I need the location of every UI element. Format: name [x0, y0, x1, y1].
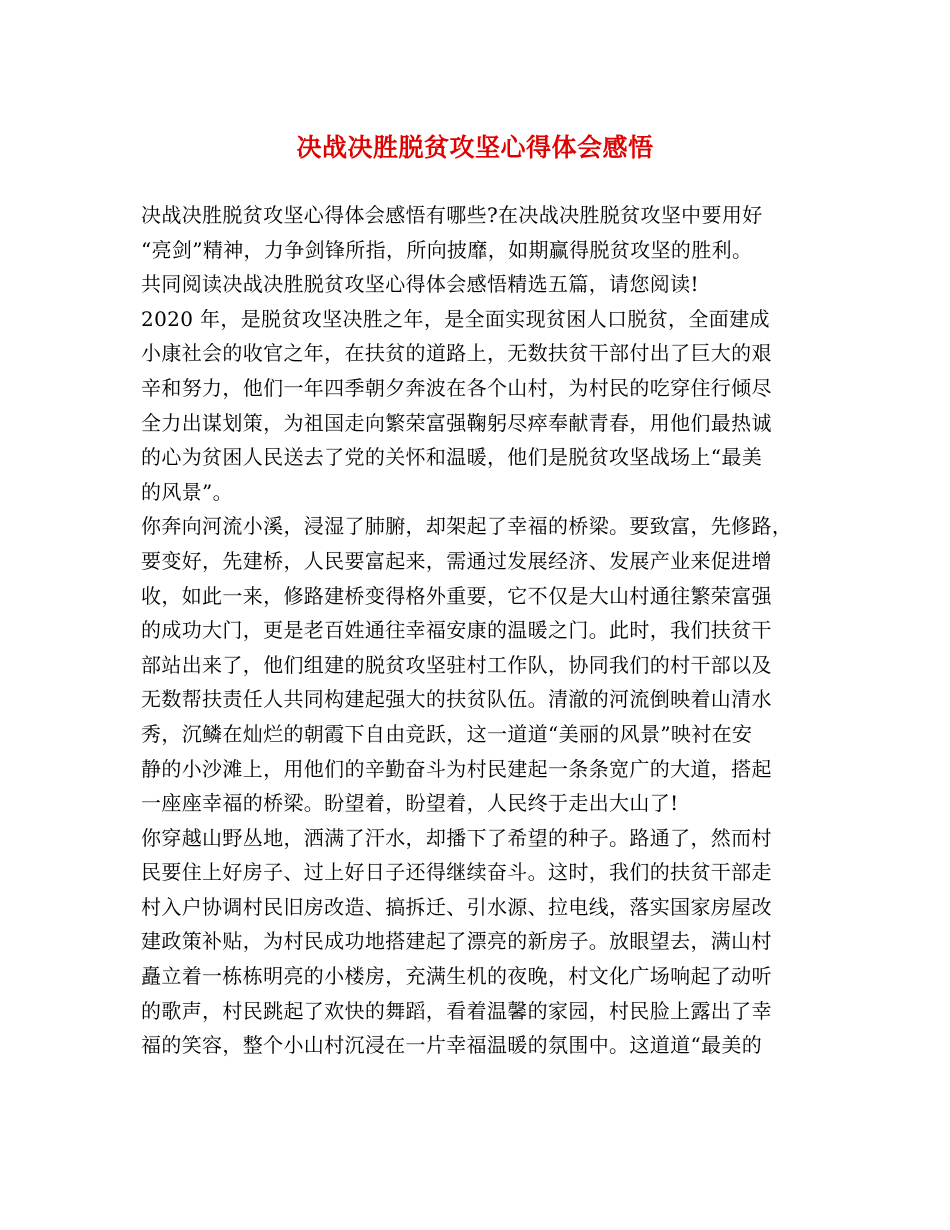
text-line: 福的笑容，整个小山村沉浸在一片幸福温暖的氛围中。这道道“最美的 [141, 1033, 763, 1058]
text-line: 要变好，先建桥，人民要富起来，需通过发展经济、发展产业来促进增 [141, 548, 772, 573]
document-body [141, 198, 831, 1063]
text-line: 部站出来了，他们组建的脱贫攻坚驻村工作队，协同我们的村干部以及 [141, 652, 772, 677]
text-line: 收，如此一来，修路建桥变得格外重要，它不仅是大山村通往繁荣富强 [141, 583, 772, 608]
text-line: 秀，沉鳞在灿烂的朝霞下自由竞跃，这一道道“美丽的风景”映衬在安 [141, 721, 753, 746]
text-line: 矗立着一栋栋明亮的小楼房，充满生机的夜晚，村文化广场响起了动听 [141, 964, 772, 989]
text-line: 一座座幸福的桥梁。盼望着，盼望着，人民终于走出大山了! [141, 791, 679, 816]
text-line: 村入户协调村民旧房改造、搞拆迁、引水源、拉电线，落实国家房屋改 [141, 894, 772, 919]
text-line: 你奔向河流小溪，浸湿了肺腑，却架起了幸福的桥梁。要致富，先修路， [141, 514, 793, 539]
text-line: 的风景”。 [141, 479, 233, 504]
text-line: 决战决胜脱贫攻坚心得体会感悟有哪些?在决战决胜脱贫攻坚中要用好 [141, 203, 763, 227]
text-line: 民要住上好房子、过上好日子还得继续奋斗。这时，我们的扶贫干部走 [141, 860, 772, 885]
text-line: 全力出谋划策，为祖国走向繁荣富强鞠躬尽瘁奉献青春，用他们最热诚 [141, 410, 772, 435]
document-title: 决战决胜脱贫攻坚心得体会感悟 [296, 133, 654, 162]
text-line: 2020 年，是脱贫攻坚决胜之年，是全面实现贫困人口脱贫，全面建成 [141, 306, 770, 331]
text-line: 的成功大门，更是老百姓通往幸福安康的温暖之门。此时，我们扶贫干 [141, 618, 772, 643]
text-line: 建政策补贴，为村民成功地搭建起了漂亮的新房子。放眼望去，满山村 [141, 929, 772, 954]
text-line: 你穿越山野丛地，洒满了汗水，却播下了希望的种子。路通了，然而村 [141, 825, 772, 850]
text-line: 的歌声，村民跳起了欢快的舞蹈，看着温馨的家园，村民脸上露出了幸 [141, 998, 772, 1023]
text-line: 小康社会的收官之年，在扶贫的道路上，无数扶贫干部付出了巨大的艰 [141, 341, 772, 366]
text-line: 共同阅读决战决胜脱贫攻坚心得体会感悟精选五篇，请您阅读! [141, 272, 699, 297]
text-line: 静的小沙滩上，用他们的辛勤奋斗为村民建起一条条宽广的大道，搭起 [141, 756, 772, 781]
text-line: “亮剑”精神，力争剑锋所指，所向披靡，如期赢得脱贫攻坚的胜利。 [141, 237, 753, 262]
text-line: 无数帮扶责任人共同构建起强大的扶贫队伍。清澈的河流倒映着山清水 [141, 687, 772, 712]
text-line: 辛和努力，他们一年四季朝夕奔波在各个山村，为村民的吃穿住行倾尽 [141, 375, 772, 400]
text-line: 的心为贫困人民送去了党的关怀和温暖，他们是脱贫攻坚战场上“最美 [141, 445, 763, 470]
